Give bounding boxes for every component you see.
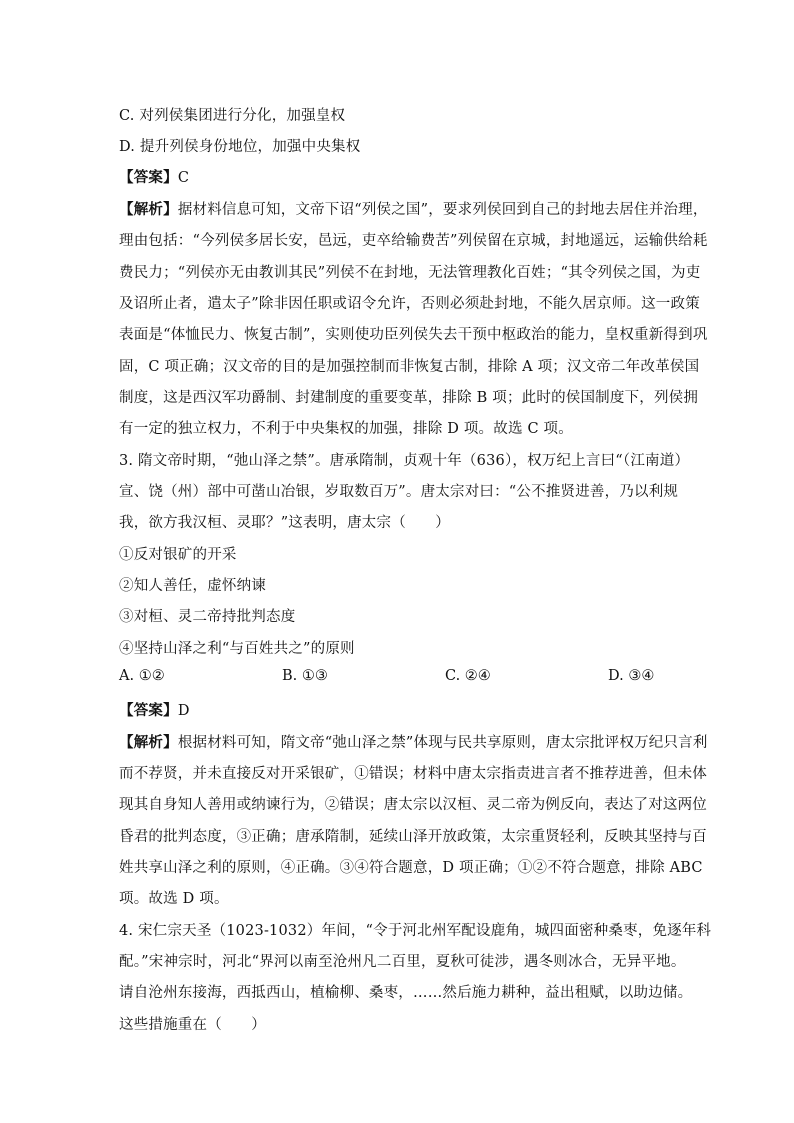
q3-analysis-line: 项。故选 D 项。: [119, 891, 229, 907]
q3-stem-line: 3. 隋文帝时期，“弛山泽之禁”。唐承隋制，贞观十年（636），权万纪上言曰“（江南道）: [119, 453, 690, 469]
q4-stem-line: 这些措施重在（ ）: [119, 1017, 266, 1033]
q2-answer: [119, 166, 189, 187]
answer-tag: 【答案】: [119, 702, 178, 719]
answer-value: D: [177, 703, 190, 719]
q4-stem-line: 配。”宋神宗时，河北“界河以南至沧州凡二百里，夏秋可徒涉，遇冬则冰合，无异平地。: [119, 954, 686, 970]
q3-option-c: C. ②④: [445, 668, 491, 684]
analysis-tag: 【解析】: [119, 734, 178, 751]
q2-analysis-line: 费民力；“列侯亦无由教训其民”列侯不在封地，无法管理教化百姓；“其令列侯之国，为吏: [119, 265, 701, 281]
q3-answer: [119, 699, 190, 720]
q3-stem-line: 宣、饶（州）部中可凿山冶银，岁取数百万”。唐太宗对曰：“公不推贤进善，乃以利规: [119, 484, 679, 500]
analysis-tag: 【解析】: [119, 201, 178, 218]
q2-analysis-line: 制度，这是西汉军功爵制、封建制度的重要变革，排除 B 项；此时的侯国制度下，列侯拥: [119, 390, 699, 406]
q2-analysis-line: 理由包括：“今列侯多居长安，邑远，吏卒给输费苦”列侯留在京城，封地遥远，运输供给耗: [119, 233, 708, 249]
q2-analysis-line: 及诏所止者，遣太子”除非因任职或诏令允许，否则必须赴封地，不能久居京师。这一政策: [119, 296, 700, 312]
q3-analysis-line: 【解析】根据材料可知，隋文帝“弛山泽之禁”体现与民共享原则，唐太宗批评权万纪只言利: [119, 734, 708, 751]
q3-statement: ④坚持山泽之利“与百姓共之”的原则: [119, 641, 355, 657]
q3-statement: ②知人善任，虚怀纳谏: [119, 578, 266, 594]
q2-option-c: C. 对列侯集团进行分化，加强皇权: [119, 108, 346, 124]
q3-option-b: B. ①③: [282, 668, 328, 684]
q2-analysis-line: 表面是“体恤民力、恢复古制”，实则使功臣列侯失去干预中枢政治的能力，皇权重新得到巩: [119, 327, 708, 343]
q3-option-a: A. ①②: [119, 668, 165, 684]
q3-option-d: D. ③④: [608, 668, 655, 684]
q4-stem-line: 请自沧州东接海，西抵西山，植榆柳、桑枣，……然后施力耕种，益出租赋，以助边储。: [119, 985, 693, 1001]
q3-statement: ①反对银矿的开采: [119, 547, 237, 563]
q3-analysis-line: 昏君的批判态度，③正确；唐承隋制，延续山泽开放政策，太宗重贤轻利，反映其坚持与百: [119, 829, 707, 845]
q3-analysis-line: 姓共享山泽之利的原则，④正确。③④符合题意，D 项正确；①②不符合题意，排除 ABC: [119, 860, 703, 876]
q2-analysis-line: 固，C 项正确；汉文帝的目的是加强控制而非恢复古制，排除 A 项；汉文帝二年改革侯国: [119, 359, 700, 375]
q3-analysis-line: 而不荐贤，并未直接反对开采银矿，①错误；材料中唐太宗指责进言者不推荐进善，但未体: [119, 766, 707, 782]
q4-stem-line: 4. 宋仁宗天圣（1023-1032）年间，“令于河北州军配设鹿角，城四面密种桑枣，免逐年科: [119, 923, 712, 939]
answer-value: C: [177, 170, 190, 186]
q3-stem-line: 我，欲方我汉桓、灵耶？”这表明，唐太宗（ ）: [119, 515, 451, 531]
q3-analysis-line: 现其自身知人善用或纳谏行为，②错误；唐太宗以汉桓、灵二帝为例反向，表达了对这两位: [119, 797, 707, 813]
q2-analysis-line: 【解析】据材料信息可知，文帝下诏“列侯之国”，要求列侯回到自己的封地去居住并治理，: [119, 201, 708, 218]
q2-option-d: D. 提升列侯身份地位，加强中央集权: [119, 139, 361, 155]
q3-statement: ③对桓、灵二帝持批判态度: [119, 609, 296, 625]
answer-tag: 【答案】: [119, 169, 178, 186]
q2-analysis-line: 有一定的独立权力，不利于中央集权的加强，排除 D 项。故选 C 项。: [119, 421, 573, 437]
